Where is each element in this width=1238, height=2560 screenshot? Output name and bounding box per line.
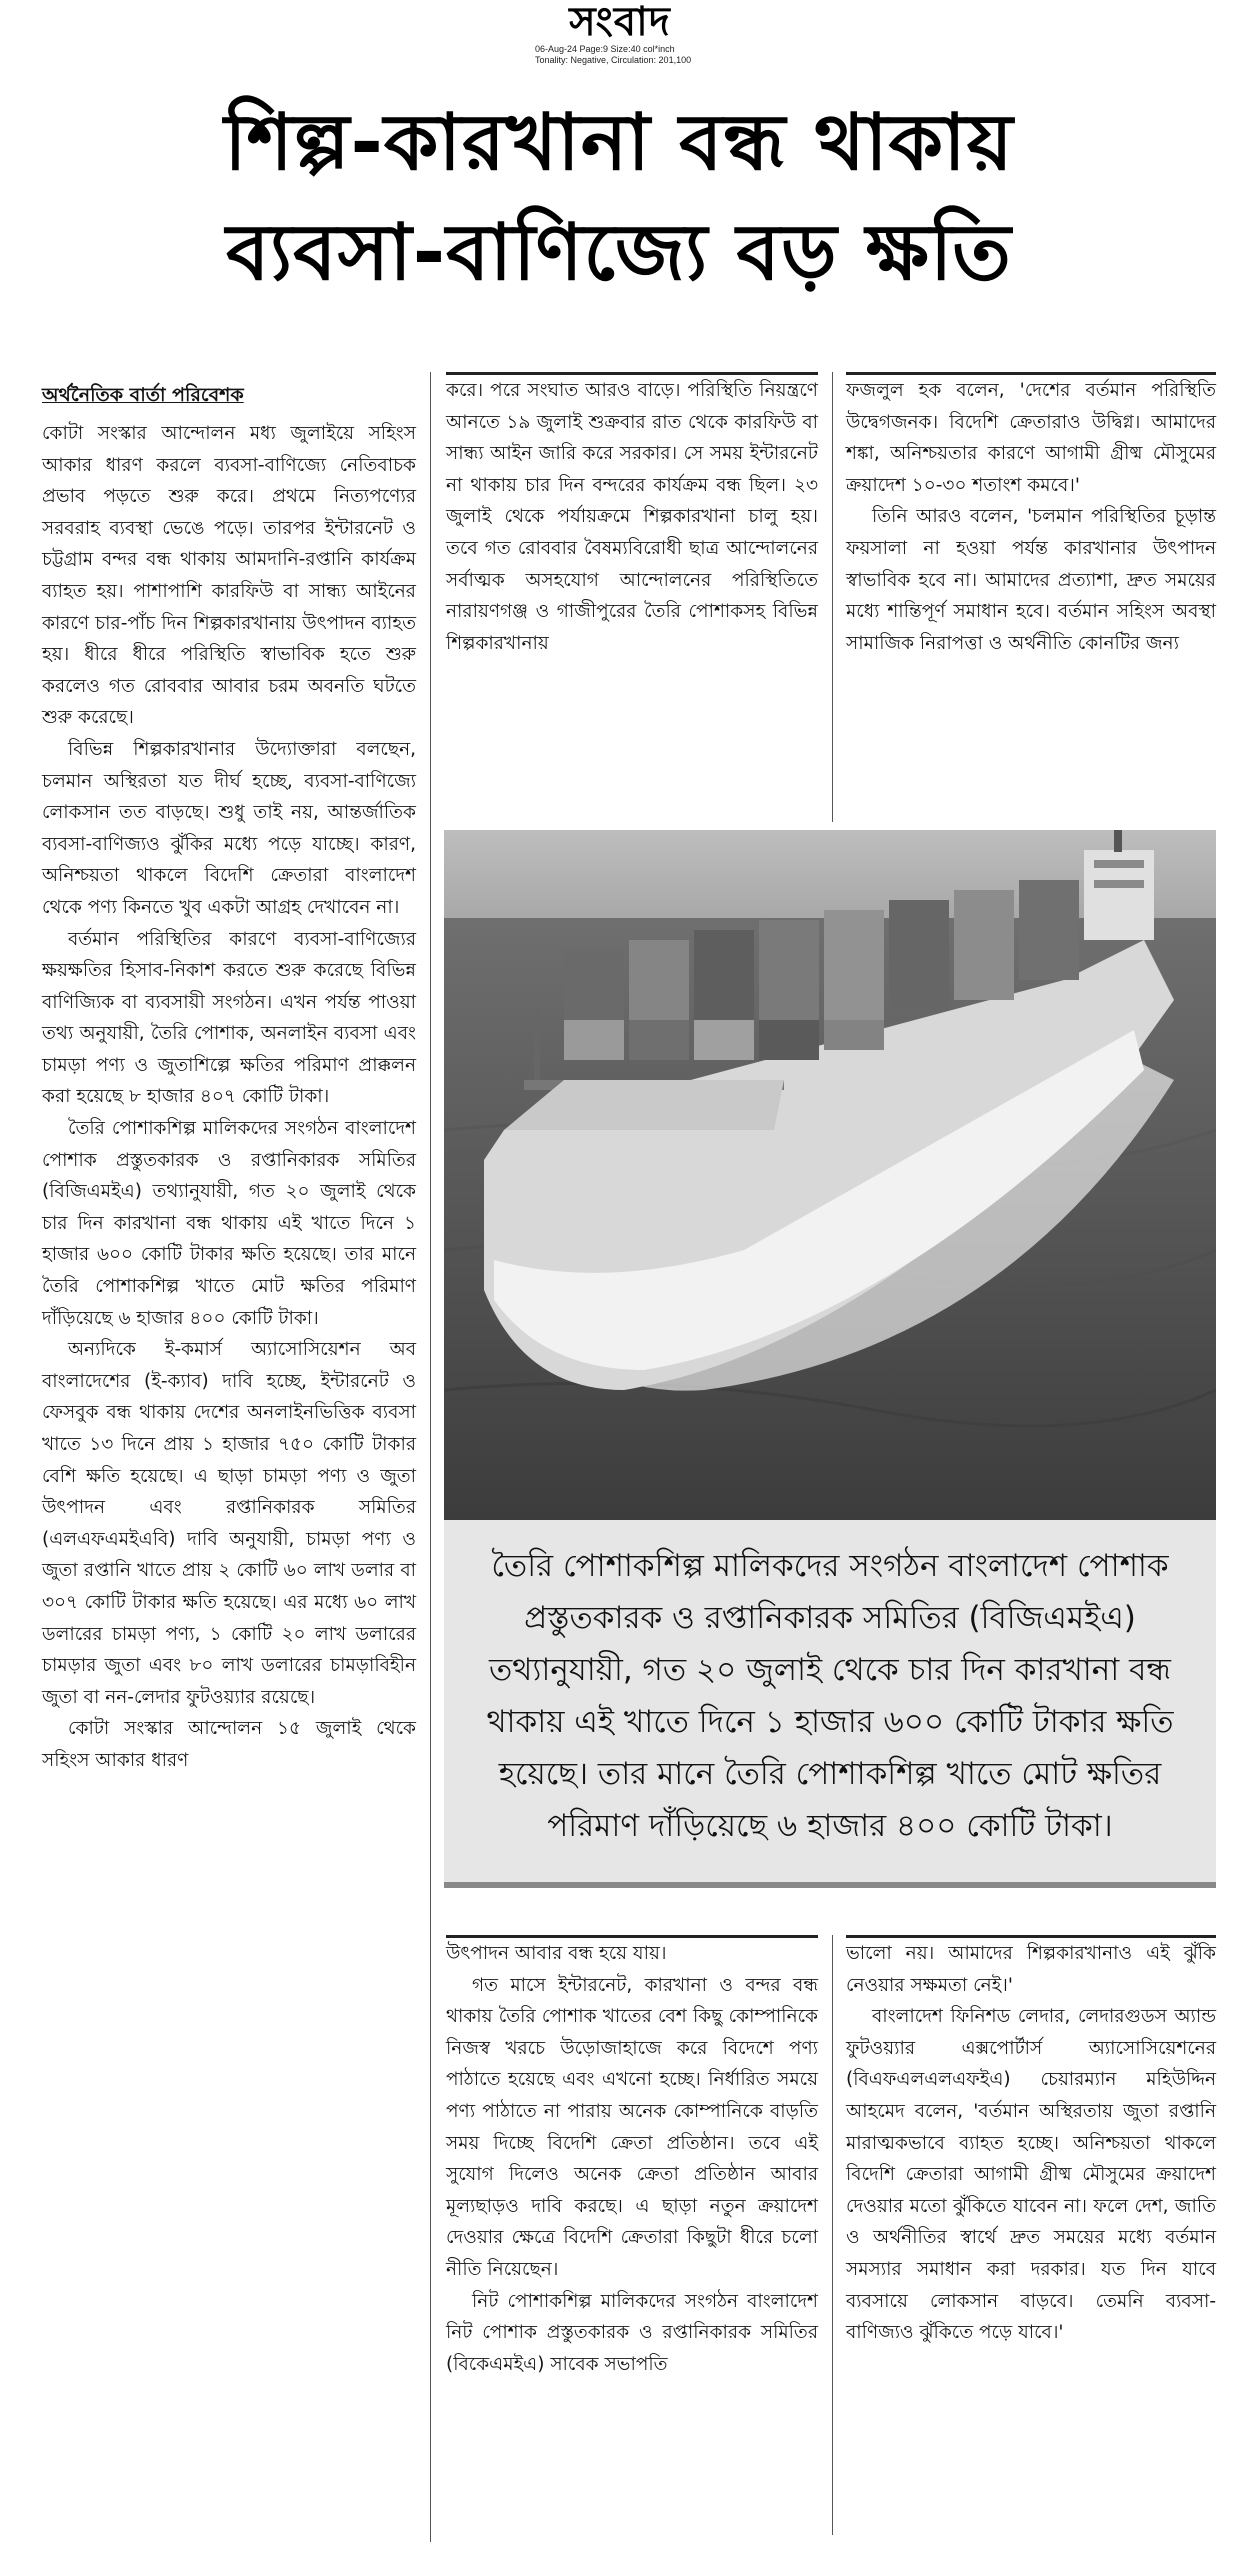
column-divider [832, 1935, 833, 2535]
paragraph: উৎপাদন আবার বন্ধ হয়ে যায়। [446, 1943, 667, 1964]
paragraph: কোটা সংস্কার আন্দোলন মধ্য জুলাইয়ে সহিংস আকার ধারণ করলে ব্যবসা-বাণিজ্যে নেতিবাচক প্রভাব পড়তে শুরু করে। প্রথমে নিত্যপণ্যের সরবরাহ ব্যবস্থা ভেঙে পড়ে। তারপর ইন্টারনেট ও চট্টগ্রাম বন্দর বন্ধ থাকায় আমদানি-রপ্তানি কার্যক্রম ব্যাহত হয়। পাশাপাশি কারফিউ বা সান্ধ্য আইনের কারণে চার-পাঁচ দিন শিল্পকারখানায় উৎপাদন ব্যাহত হয়। ধীরে ধীরে পরিস্থিতি স্বাভাবিক হতে শুরু করলেও গত রোববার আবার চরম অবনতি ঘটতে শুরু করেছে। [42, 423, 416, 729]
article-column-3-bottom [846, 1935, 1216, 2538]
article-column-3-top [846, 372, 1216, 825]
article-column-2-top [446, 372, 818, 825]
paragraph: বর্তমান পরিস্থিতির কারণে ব্যবসা-বাণিজ্যের ক্ষয়ক্ষতির হিসাব-নিকাশ করতে শুরু করেছে বিভিন্ন বাণিজ্যিক বা ব্যবসায়ী সংগঠন। এখন পর্যন্ত পাওয়া তথ্য অনুযায়ী, তৈরি পোশাক, অনলাইন ব্যবসা এবং চামড়া পণ্য ও জুতাশিল্পে ক্ষতির পরিমাণ প্রাক্কলন করা হয়েছে ৮ হাজার ৪০৭ কোটি টাকা। [42, 928, 416, 1108]
article-column-2-bottom [446, 1935, 818, 2538]
byline: অর্থনৈতিক বার্তা পরিবেশক [42, 384, 244, 406]
masthead [505, 0, 735, 74]
headline [30, 88, 1208, 308]
paragraph: বিভিন্ন শিল্পকারখানার উদ্যোক্তারা বলছেন, চলমান অস্থিরতা যত দীর্ঘ হচ্ছে, ব্যবসা-বাণিজ্যে লোকসান তত বাড়ছে। শুধু তাই নয়, আন্তর্জাতিক ব্যবসা-বাণিজ্যও ঝুঁকির মধ্যে পড়ে যাচ্ছে। কারণ, অনিশ্চয়তা থাকলে বিদেশি ক্রেতারা বাংলাদেশ থেকে পণ্য কিনতে খুব একটা আগ্রহ দেখাবেন না। [42, 738, 416, 918]
paragraph: নিট পোশাকশিল্প মালিকদের সংগঠন বাংলাদেশ নিট পোশাক প্রস্তুতকারক ও রপ্তানিকারক সমিতির (বিকেএমইএ) সাবেক সভাপতি [446, 2290, 818, 2375]
column-divider [832, 372, 833, 822]
paragraph: ফজলুল হক বলেন, 'দেশের বর্তমান পরিস্থিতি উদ্বেগজনক। বিদেশি ক্রেতারাও উদ্বিগ্ন। আমাদের শঙ্কা, অনিশ্চয়তার কারণে আগামী গ্রীষ্ম মৌসুমের ক্রয়াদেশ ১০-৩০ শতাংশ কমবে।' [846, 380, 1216, 496]
article-column-1 [42, 380, 416, 2540]
paragraph: অন্যদিকে ই-কমার্স অ্যাসোসিয়েশন অব বাংলাদেশের (ই-ক্যাব) দাবি হচ্ছে, ইন্টারনেট ও ফেসবুক বন্ধ থাকায় দেশের অনলাইনভিত্তিক ব্যবসা খাতে ১৩ দিনে প্রায় ১ হাজার ৭৫০ কোটি টাকার বেশি ক্ষতি হয়েছে। এ ছাড়া চামড়া পণ্য ও জুতা উৎপাদন এবং রপ্তানিকারক সমিতির (এলএফএমইএবি) দাবি অনুযায়ী, চামড়া পণ্য ও জুতা রপ্তানি খাতে প্রায় ২ কোটি ৬০ লাখ ডলার বা ৩০৭ কোটি টাকার ক্ষতি হয়েছে। এর মধ্যে ৬০ লাখ ডলারের চামড়া পণ্য, ১ কোটি ২০ লাখ ডলারের চামড়ার জুতা এবং ৮০ লাখ ডলারের চামড়াবিহীন জুতা বা নন-লেদার ফুটওয়্যার রয়েছে। [42, 1339, 416, 1708]
clipping-meta-line-2: Tonality: Negative, Circulation: 201,100 [535, 55, 692, 65]
paragraph: তিনি আরও বলেন, 'চলমান পরিস্থিতির চূড়ান্ত ফয়সালা না হওয়া পর্যন্ত কারখানার উৎপাদন স্বাভাবিক হবে না। আমাদের প্রত্যাশা, দ্রুত সময়ের মধ্যে শান্তিপূর্ণ সমাধান হবে। বর্তমান সহিংস অবস্থা সামাজিক নিরাপত্তা ও অর্থনীতি কোনটির জন্য [846, 506, 1216, 654]
cargo-ship-photo [444, 830, 1216, 1520]
paragraph: গত মাসে ইন্টারনেট, কারখানা ও বন্দর বন্ধ থাকায় তৈরি পোশাক খাতের বেশ কিছু কোম্পানিকে নিজস্ব খরচে উড়োজাহাজে করে বিদেশে পণ্য পাঠাতে হয়েছে এবং এখনো হচ্ছে। নির্ধারিত সময়ে পণ্য পাঠাতে না পারায় অনেক কোম্পানিকে বাড়তি সময় দিচ্ছে বিদেশি ক্রেতা প্রতিষ্ঠান। তবে এই সুযোগ দিলেও অনেক ক্রেতা প্রতিষ্ঠান আবার মূল্যছাড়ও দাবি করছে। এ ছাড়া নতুন ক্রয়াদেশ দেওয়ার ক্ষেত্রে বিদেশি ক্রেতারা কিছুটা ধীরে চলো নীতি নিয়েছেন। [446, 1974, 818, 2280]
headline-line-1: শিল্প-কারখানা বন্ধ থাকায় [224, 98, 1014, 188]
paragraph: বাংলাদেশ ফিনিশড লেদার, লেদারগুডস অ্যান্ড ফুটওয়্যার এক্সপোর্টার্স অ্যাসোসিয়েশনের (বিএফএলএলএফইএ) চেয়ারম্যান মহিউদ্দিন আহমেদ বলেন, 'বর্তমান অস্থিরতায় জুতা রপ্তানি মারাত্মকভাবে ব্যাহত হচ্ছে। অনিশ্চয়তা থাকলে বিদেশি ক্রেতারা আগামী গ্রীষ্ম মৌসুমের ক্রয়াদেশ দেওয়ার মতো ঝুঁকিতে যাবেন না। ফলে দেশ, জাতি ও অর্থনীতির স্বার্থে দ্রুত সময়ের মধ্যে বর্তমান সমস্যার সমাধান করা দরকার। যত দিন যাবে ব্যবসায়ে লোকসান বাড়বে। তেমনি ব্যবসা-বাণিজ্যও ঝুঁকিতে পড়ে যাবে।' [846, 2006, 1216, 2344]
paragraph: তৈরি পোশাকশিল্প মালিকদের সংগঠন বাংলাদেশ পোশাক প্রস্তুতকারক ও রপ্তানিকারক সমিতির (বিজিএমইএ) তথ্যানুযায়ী, গত ২০ জুলাই থেকে চার দিন কারখানা বন্ধ থাকায় এই খাতে দিনে ১ হাজার ৬০০ কোটি টাকার ক্ষতি হয়েছে। তার মানে তৈরি পোশাকশিল্প খাতে মোট ক্ষতির পরিমাণ দাঁড়িয়েছে ৬ হাজার ৪০০ কোটি টাকা। [42, 1118, 416, 1329]
paragraph: ভালো নয়। আমাদের শিল্পকারখানাও এই ঝুঁকি নেওয়ার সক্ষমতা নেই।' [846, 1943, 1216, 1996]
clipping-meta-line-1: 06-Aug-24 Page:9 Size:40 col*inch [535, 44, 675, 54]
pull-quote [444, 1520, 1216, 1888]
headline-line-2: ব্যবসা-বাণিজ্যে বড় ক্ষতি [226, 208, 1012, 298]
column-divider [430, 372, 431, 2542]
newspaper-logo: সংবাদ [569, 0, 671, 45]
paragraph: করে। পরে সংঘাত আরও বাড়ে। পরিস্থিতি নিয়ন্ত্রণে আনতে ১৯ জুলাই শুক্রবার রাত থেকে কারফিউ বা সান্ধ্য আইন জারি করে সরকার। সে সময় ইন্টারনেট না থাকায় চার দিন বন্দরের কার্যক্রম বন্ধ ছিল। ২৩ জুলাই থেকে পর্যায়ক্রমে শিল্পকারখানা চালু হয়। তবে গত রোববার বৈষম্যবিরোধী ছাত্র আন্দোলনের সর্বাত্মক অসহযোগ আন্দোলনের পরিস্থিতিতে নারায়ণগঞ্জ ও গাজীপুরের তৈরি পোশাকসহ বিভিন্ন শিল্পকারখানায় [446, 380, 818, 654]
paragraph: কোটা সংস্কার আন্দোলন ১৫ জুলাই থেকে সহিংস আকার ধারণ [42, 1718, 416, 1771]
cargo-ship-image [444, 830, 1216, 1520]
pull-quote-text: তৈরি পোশাকশিল্প মালিকদের সংগঠন বাংলাদেশ পোশাক প্রস্তুতকারক ও রপ্তানিকারক সমিতির (বিজিএমইএ) তথ্যানুযায়ী, গত ২০ জুলাই থেকে চার দিন কারখানা বন্ধ থাকায় এই খাতে দিনে ১ হাজার ৬০০ কোটি টাকার ক্ষতি হয়েছে। তার মানে তৈরি পোশাকশিল্প খাতে মোট ক্ষতির পরিমাণ দাঁড়িয়েছে ৬ হাজার ৪০০ কোটি টাকা। [486, 1548, 1174, 1844]
